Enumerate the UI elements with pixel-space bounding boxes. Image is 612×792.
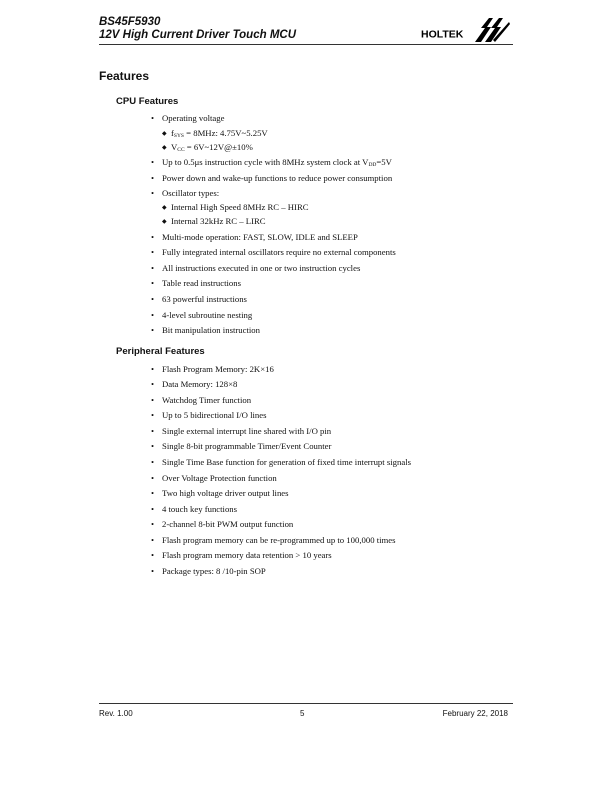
peripheral-feature-list: • Flash Program Memory: 2K×16 • Data Memory: 128×8 • Watchdog Timer function • Up to 5 bidirectional I/O lines • Single external interrupt line shared with I/O pin • Single 8-bit programmable Timer/Event Counter • Single Time Base function for generation of fixed time interrupt signals • Over Voltage Protection function • Two high voltage driver output lines • 4 touch key functions • 2-channel 8-bit PWM output function • Flash program memory can be re-programmed up to 100,000 times • Flash program memory data retention > 10 years • Package types: 8 /10-pin SOP [151, 364, 411, 576]
revision-label: Rev. 1.00 [99, 709, 133, 718]
cpu-features-heading: CPU Features [116, 96, 179, 107]
document-title: BS45F5930 [99, 16, 161, 28]
cpu-feature-list: • Operating voltage ◆ $f_{SYS} = 8MHz$: 4.75V~5.25V ◆ $V_{CC}$ = 6V~12V@±10% • Up to 0.5μs instruction cycle with 8MHz system clock at $V_{DD}=5V$ • Power down and wake-up functions to reduce power consumption • Oscillator types: ◆ Internal High Speed 8MHz RC – HIRC ◆ Internal 32kHz RC – LIRC • Multi-mode operation: FAST, SLOW, IDLE and SLEEP • Fully integrated internal oscillators require no external components • All instructions executed in one or two instruction cycles • Table read instructions • 63 powerful instructions • 4-level subroutine nesting • Bit manipulation instruction [151, 113, 396, 335]
section-title: Features [99, 69, 150, 83]
footer-divider [99, 703, 513, 704]
svg-text:HOLTEK: HOLTEK [421, 28, 464, 41]
peripheral-features-heading: Peripheral Features [116, 346, 205, 357]
document-subtitle: 12V High Current Driver Touch MCU [99, 29, 297, 41]
footer-date: February 22, 2018 [442, 709, 508, 718]
page-number: 5 [300, 709, 305, 718]
